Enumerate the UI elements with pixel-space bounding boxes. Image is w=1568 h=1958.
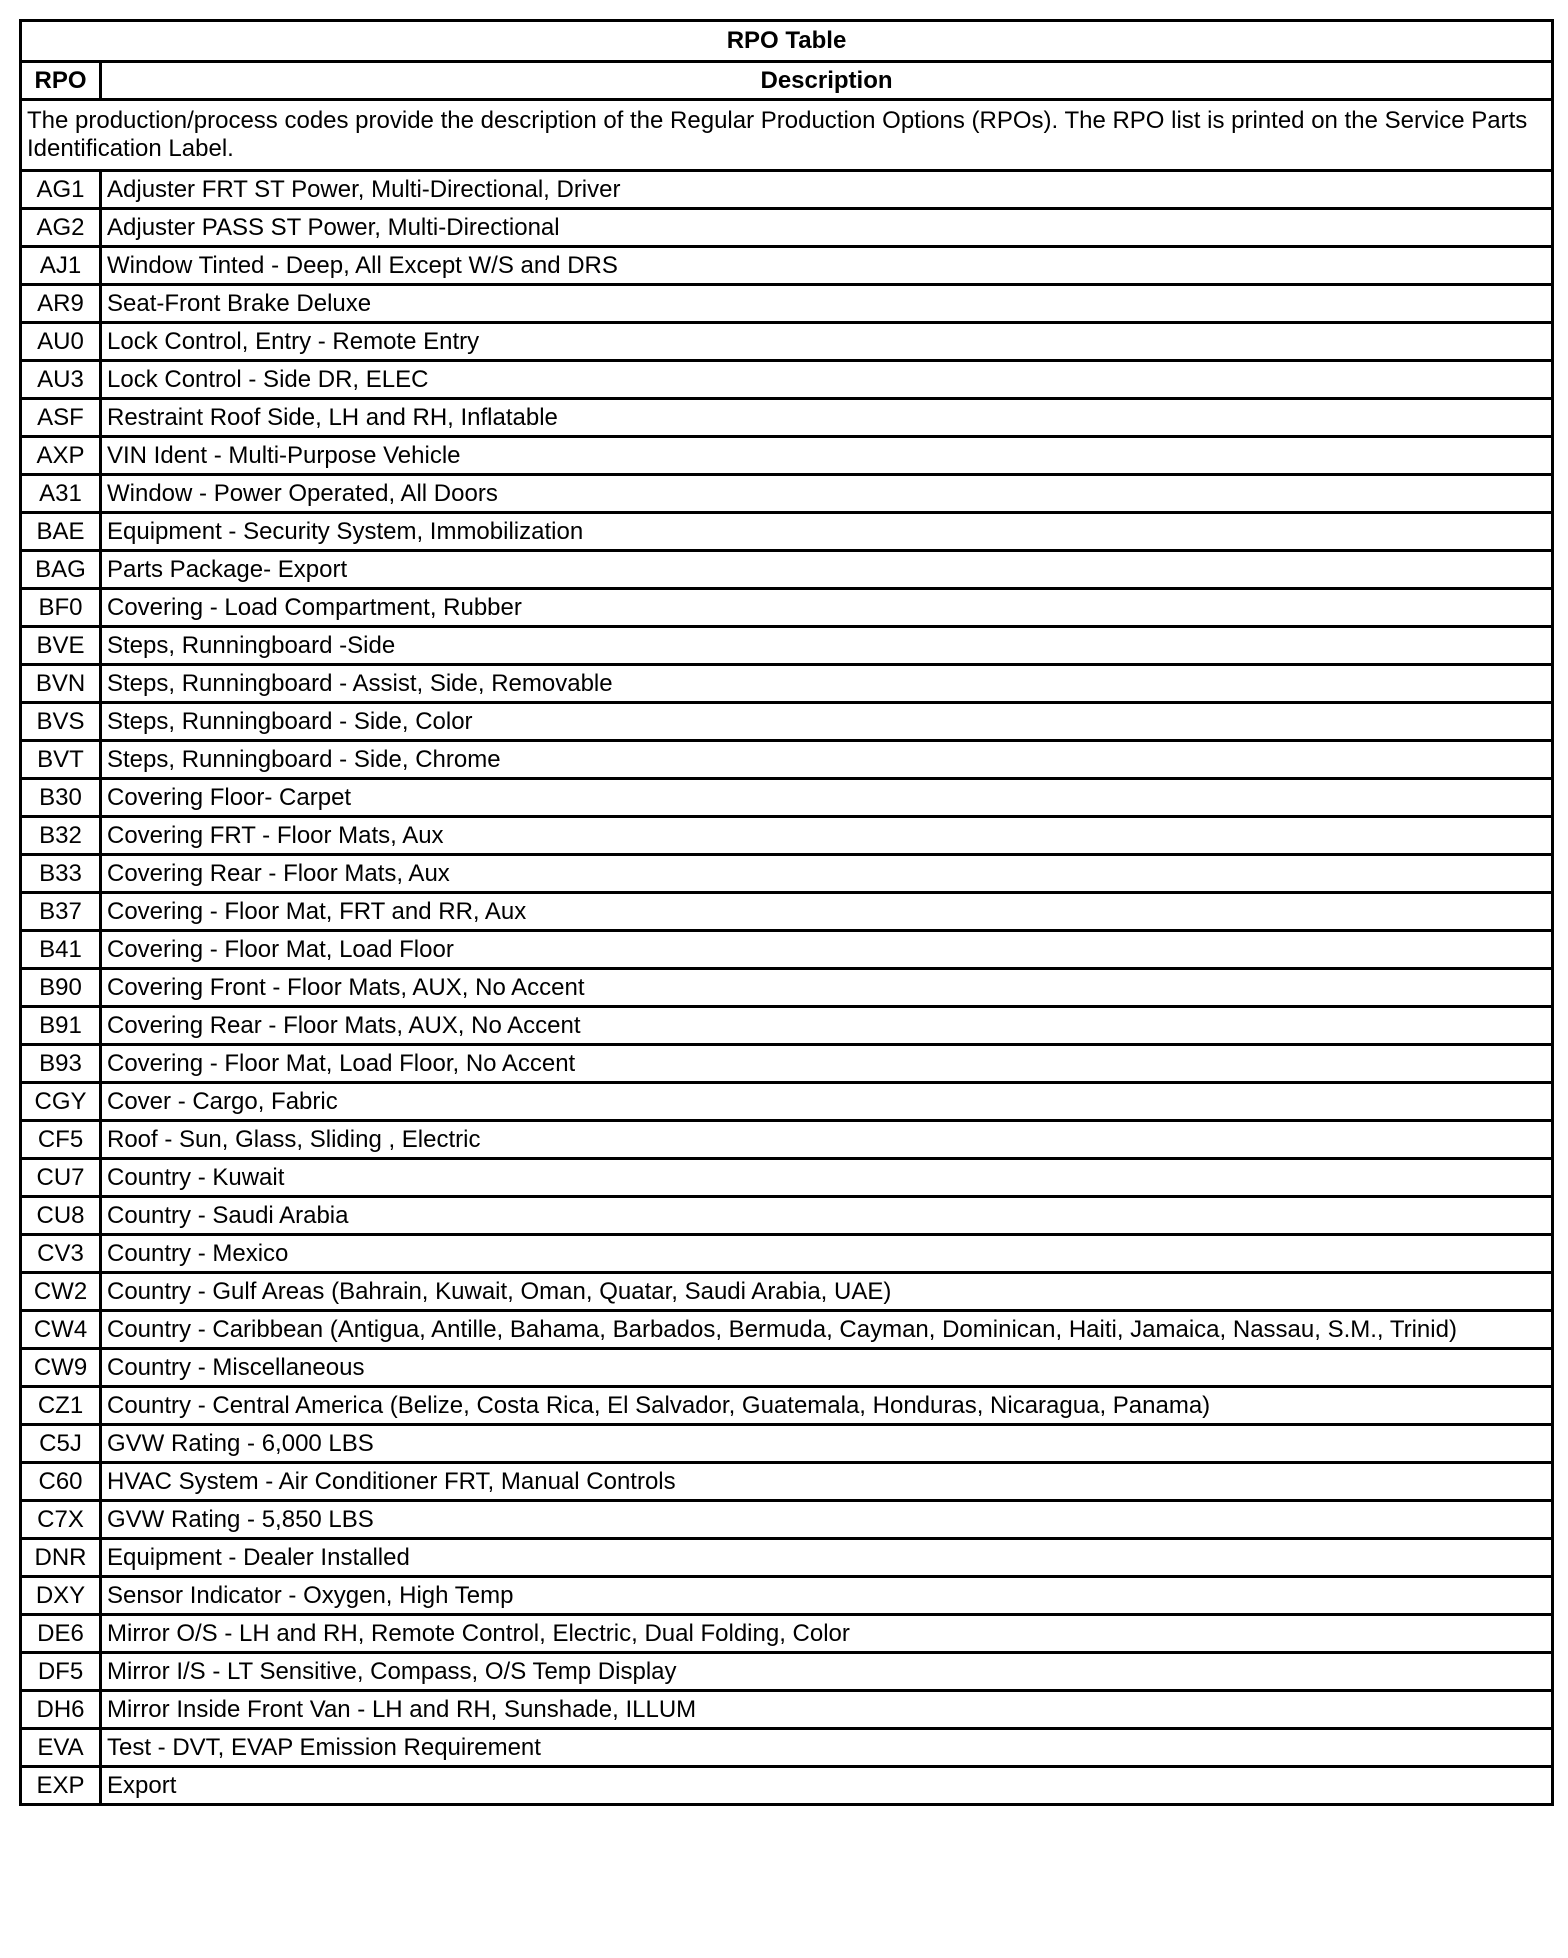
rpo-code-cell: C5J <box>21 1425 101 1463</box>
rpo-code-cell: DE6 <box>21 1615 101 1653</box>
table-row <box>21 1197 1553 1235</box>
rpo-description-cell: Covering Floor- Carpet <box>101 779 1553 817</box>
rpo-code-cell: C7X <box>21 1501 101 1539</box>
rpo-code-cell: BAG <box>21 551 101 589</box>
rpo-code-cell: ASF <box>21 399 101 437</box>
rpo-description-cell: Covering Rear - Floor Mats, Aux <box>101 855 1553 893</box>
table-row <box>21 1691 1553 1729</box>
table-row <box>21 475 1553 513</box>
rpo-description-cell: Lock Control - Side DR, ELEC <box>101 361 1553 399</box>
rpo-description-cell: Mirror I/S - LT Sensitive, Compass, O/S Temp Display <box>101 1653 1553 1691</box>
rpo-code-cell: BF0 <box>21 589 101 627</box>
rpo-description-cell: Steps, Runningboard - Assist, Side, Removable <box>101 665 1553 703</box>
rpo-description-cell: Covering Rear - Floor Mats, AUX, No Accent <box>101 1007 1553 1045</box>
rpo-description-cell: Country - Kuwait <box>101 1159 1553 1197</box>
table-row <box>21 1273 1553 1311</box>
rpo-description-cell: Country - Caribbean (Antigua, Antille, Bahama, Barbados, Bermuda, Cayman, Dominican, Haiti, Jamaica, Nassau, S.M., Trinid) <box>101 1311 1553 1349</box>
rpo-description-cell: Cover - Cargo, Fabric <box>101 1083 1553 1121</box>
description-column-header: Description <box>101 62 1553 100</box>
table-row <box>21 1083 1553 1121</box>
table-row <box>21 855 1553 893</box>
rpo-code-cell: CV3 <box>21 1235 101 1273</box>
rpo-code-cell: CZ1 <box>21 1387 101 1425</box>
rpo-description-cell: Country - Mexico <box>101 1235 1553 1273</box>
table-row <box>21 703 1553 741</box>
rpo-description-cell: Export <box>101 1767 1553 1805</box>
rpo-document <box>19 19 1551 1806</box>
rpo-description-cell: Covering - Load Compartment, Rubber <box>101 589 1553 627</box>
rpo-code-cell: CU8 <box>21 1197 101 1235</box>
rpo-code-cell: CU7 <box>21 1159 101 1197</box>
rpo-code-cell: DH6 <box>21 1691 101 1729</box>
rpo-description-cell: Mirror Inside Front Van - LH and RH, Sunshade, ILLUM <box>101 1691 1553 1729</box>
rpo-code-cell: BVE <box>21 627 101 665</box>
rpo-code-cell: EVA <box>21 1729 101 1767</box>
table-row <box>21 779 1553 817</box>
table-row <box>21 1007 1553 1045</box>
table-row <box>21 1387 1553 1425</box>
rpo-description-cell: Restraint Roof Side, LH and RH, Inflatable <box>101 399 1553 437</box>
rpo-code-cell: DF5 <box>21 1653 101 1691</box>
rpo-code-cell: CF5 <box>21 1121 101 1159</box>
rpo-description-cell: Test - DVT, EVAP Emission Requirement <box>101 1729 1553 1767</box>
rpo-code-cell: BVS <box>21 703 101 741</box>
rpo-code-cell: BAE <box>21 513 101 551</box>
table-row <box>21 1539 1553 1577</box>
rpo-description-cell: Window - Power Operated, All Doors <box>101 475 1553 513</box>
rpo-description-cell: GVW Rating - 6,000 LBS <box>101 1425 1553 1463</box>
rpo-code-cell: BVN <box>21 665 101 703</box>
rpo-code-cell: EXP <box>21 1767 101 1805</box>
rpo-description-cell: Country - Saudi Arabia <box>101 1197 1553 1235</box>
rpo-description-cell: GVW Rating - 5,850 LBS <box>101 1501 1553 1539</box>
rpo-description-cell: Covering - Floor Mat, FRT and RR, Aux <box>101 893 1553 931</box>
rpo-description-cell: Covering - Floor Mat, Load Floor <box>101 931 1553 969</box>
table-row <box>21 1463 1553 1501</box>
rpo-code-cell: B91 <box>21 1007 101 1045</box>
rpo-code-cell: CW9 <box>21 1349 101 1387</box>
rpo-code-cell: DXY <box>21 1577 101 1615</box>
rpo-code-cell: AG2 <box>21 209 101 247</box>
table-row <box>21 1121 1553 1159</box>
table-row <box>21 969 1553 1007</box>
rpo-description-cell: Country - Gulf Areas (Bahrain, Kuwait, Oman, Quatar, Saudi Arabia, UAE) <box>101 1273 1553 1311</box>
table-row <box>21 551 1553 589</box>
table-row <box>21 817 1553 855</box>
rpo-code-cell: B37 <box>21 893 101 931</box>
table-row <box>21 1729 1553 1767</box>
table-row <box>21 171 1553 209</box>
rpo-code-cell: AR9 <box>21 285 101 323</box>
table-row <box>21 1311 1553 1349</box>
rpo-description-cell: Covering Front - Floor Mats, AUX, No Accent <box>101 969 1553 1007</box>
rpo-description-cell: Covering - Floor Mat, Load Floor, No Accent <box>101 1045 1553 1083</box>
table-row <box>21 361 1553 399</box>
table-row <box>21 1349 1553 1387</box>
table-row <box>21 1577 1553 1615</box>
rpo-code-cell: B33 <box>21 855 101 893</box>
rpo-description-cell: Covering FRT - Floor Mats, Aux <box>101 817 1553 855</box>
rpo-description-cell: Seat-Front Brake Deluxe <box>101 285 1553 323</box>
table-row <box>21 1425 1553 1463</box>
rpo-code-cell: C60 <box>21 1463 101 1501</box>
table-row <box>21 513 1553 551</box>
table-header-row <box>21 62 1553 100</box>
table-row <box>21 437 1553 475</box>
rpo-description-cell: Lock Control, Entry - Remote Entry <box>101 323 1553 361</box>
table-title-row <box>21 21 1553 62</box>
table-body <box>21 100 1553 1805</box>
table-row <box>21 247 1553 285</box>
rpo-code-cell: CW4 <box>21 1311 101 1349</box>
table-row <box>21 1501 1553 1539</box>
table-row <box>21 1235 1553 1273</box>
table-row <box>21 285 1553 323</box>
rpo-code-cell: AJ1 <box>21 247 101 285</box>
rpo-description-cell: Steps, Runningboard - Side, Color <box>101 703 1553 741</box>
rpo-description-cell: Window Tinted - Deep, All Except W/S and DRS <box>101 247 1553 285</box>
rpo-code-cell: AU0 <box>21 323 101 361</box>
rpo-column-header: RPO <box>21 62 101 100</box>
rpo-code-cell: AG1 <box>21 171 101 209</box>
rpo-description-cell: Adjuster PASS ST Power, Multi-Directional <box>101 209 1553 247</box>
rpo-code-cell: B30 <box>21 779 101 817</box>
rpo-code-cell: BVT <box>21 741 101 779</box>
table-row <box>21 399 1553 437</box>
rpo-description-cell: Adjuster FRT ST Power, Multi-Directional, Driver <box>101 171 1553 209</box>
rpo-description-cell: Sensor Indicator - Oxygen, High Temp <box>101 1577 1553 1615</box>
table-row <box>21 1767 1553 1805</box>
table-row <box>21 1653 1553 1691</box>
rpo-description-cell: HVAC System - Air Conditioner FRT, Manual Controls <box>101 1463 1553 1501</box>
rpo-code-cell: B93 <box>21 1045 101 1083</box>
rpo-table <box>19 19 1554 1806</box>
table-row <box>21 1045 1553 1083</box>
rpo-code-cell: A31 <box>21 475 101 513</box>
table-title: RPO Table <box>21 21 1553 62</box>
table-row <box>21 1159 1553 1197</box>
rpo-description-cell: VIN Ident - Multi-Purpose Vehicle <box>101 437 1553 475</box>
rpo-code-cell: CW2 <box>21 1273 101 1311</box>
intro-row <box>21 100 1553 171</box>
table-row <box>21 665 1553 703</box>
rpo-description-cell: Country - Central America (Belize, Costa Rica, El Salvador, Guatemala, Honduras, Nicaragua, Panama) <box>101 1387 1553 1425</box>
table-row <box>21 893 1553 931</box>
table-row <box>21 741 1553 779</box>
rpo-code-cell: CGY <box>21 1083 101 1121</box>
rpo-description-cell: Equipment - Security System, Immobilization <box>101 513 1553 551</box>
rpo-code-cell: AU3 <box>21 361 101 399</box>
rpo-code-cell: DNR <box>21 1539 101 1577</box>
rpo-description-cell: Parts Package- Export <box>101 551 1553 589</box>
rpo-description-cell: Country - Miscellaneous <box>101 1349 1553 1387</box>
table-row <box>21 323 1553 361</box>
rpo-code-cell: AXP <box>21 437 101 475</box>
table-row <box>21 589 1553 627</box>
intro-text: The production/process codes provide the description of the Regular Production Options (RPOs). The RPO list is printed on the Service Parts Identification Label. <box>21 100 1553 171</box>
table-row <box>21 627 1553 665</box>
rpo-description-cell: Equipment - Dealer Installed <box>101 1539 1553 1577</box>
rpo-description-cell: Mirror O/S - LH and RH, Remote Control, Electric, Dual Folding, Color <box>101 1615 1553 1653</box>
rpo-description-cell: Steps, Runningboard -Side <box>101 627 1553 665</box>
rpo-description-cell: Steps, Runningboard - Side, Chrome <box>101 741 1553 779</box>
rpo-description-cell: Roof - Sun, Glass, Sliding , Electric <box>101 1121 1553 1159</box>
table-row <box>21 931 1553 969</box>
table-row <box>21 1615 1553 1653</box>
rpo-code-cell: B32 <box>21 817 101 855</box>
rpo-code-cell: B90 <box>21 969 101 1007</box>
rpo-code-cell: B41 <box>21 931 101 969</box>
table-row <box>21 209 1553 247</box>
